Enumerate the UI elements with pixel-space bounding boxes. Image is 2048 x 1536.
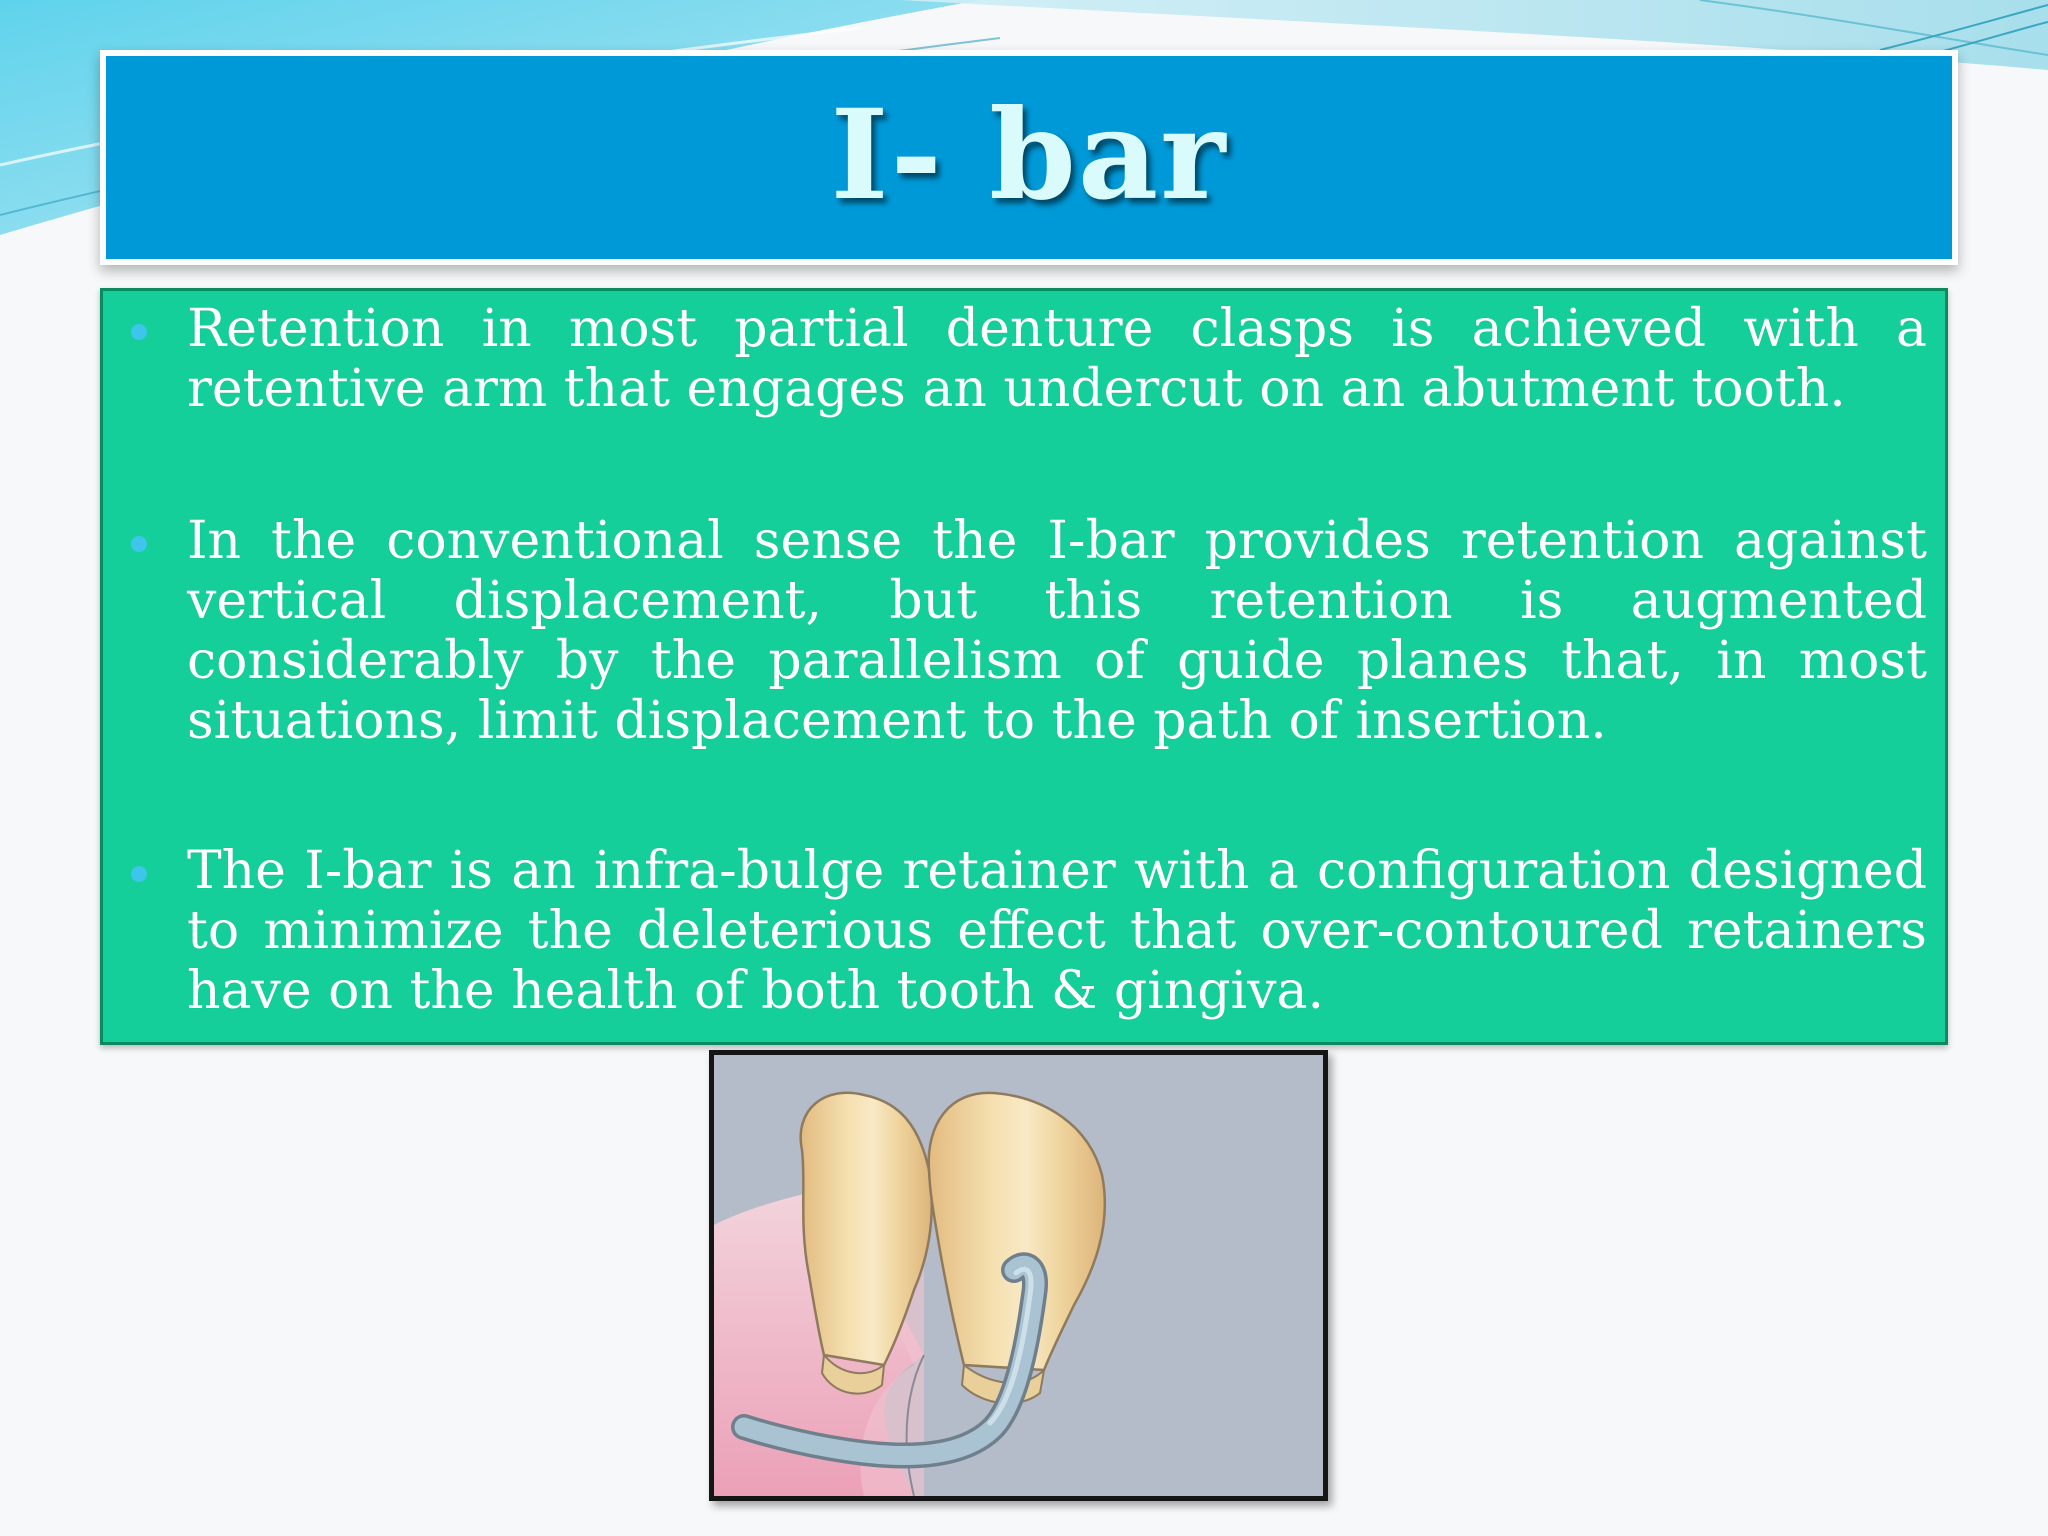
bullet-icon xyxy=(131,866,147,882)
slide-title: I- bar xyxy=(830,82,1228,228)
bullet-icon xyxy=(131,324,147,340)
content-box xyxy=(100,288,1948,1045)
i-bar-illustration xyxy=(709,1050,1328,1501)
bullet-text-1: Retention in most partial denture clasps is achieved with a retentive arm that engages an undercut on an abutment tooth. xyxy=(187,299,1927,419)
bullet-text-3: The I-bar is an infra-bulge retainer with a configuration designed to minimize the deleterious effect that over-contoured retainers have on the health of both tooth & gingiva. xyxy=(187,841,1927,1021)
bullet-icon xyxy=(131,536,147,552)
bullet-text-2: In the conventional sense the I-bar provides retention against vertical displacement, but this retention is augmented considerably by the parallelism of guide planes that, in most situations, limit displacement to the path of insertion. xyxy=(187,511,1927,751)
title-bar xyxy=(100,50,1958,265)
